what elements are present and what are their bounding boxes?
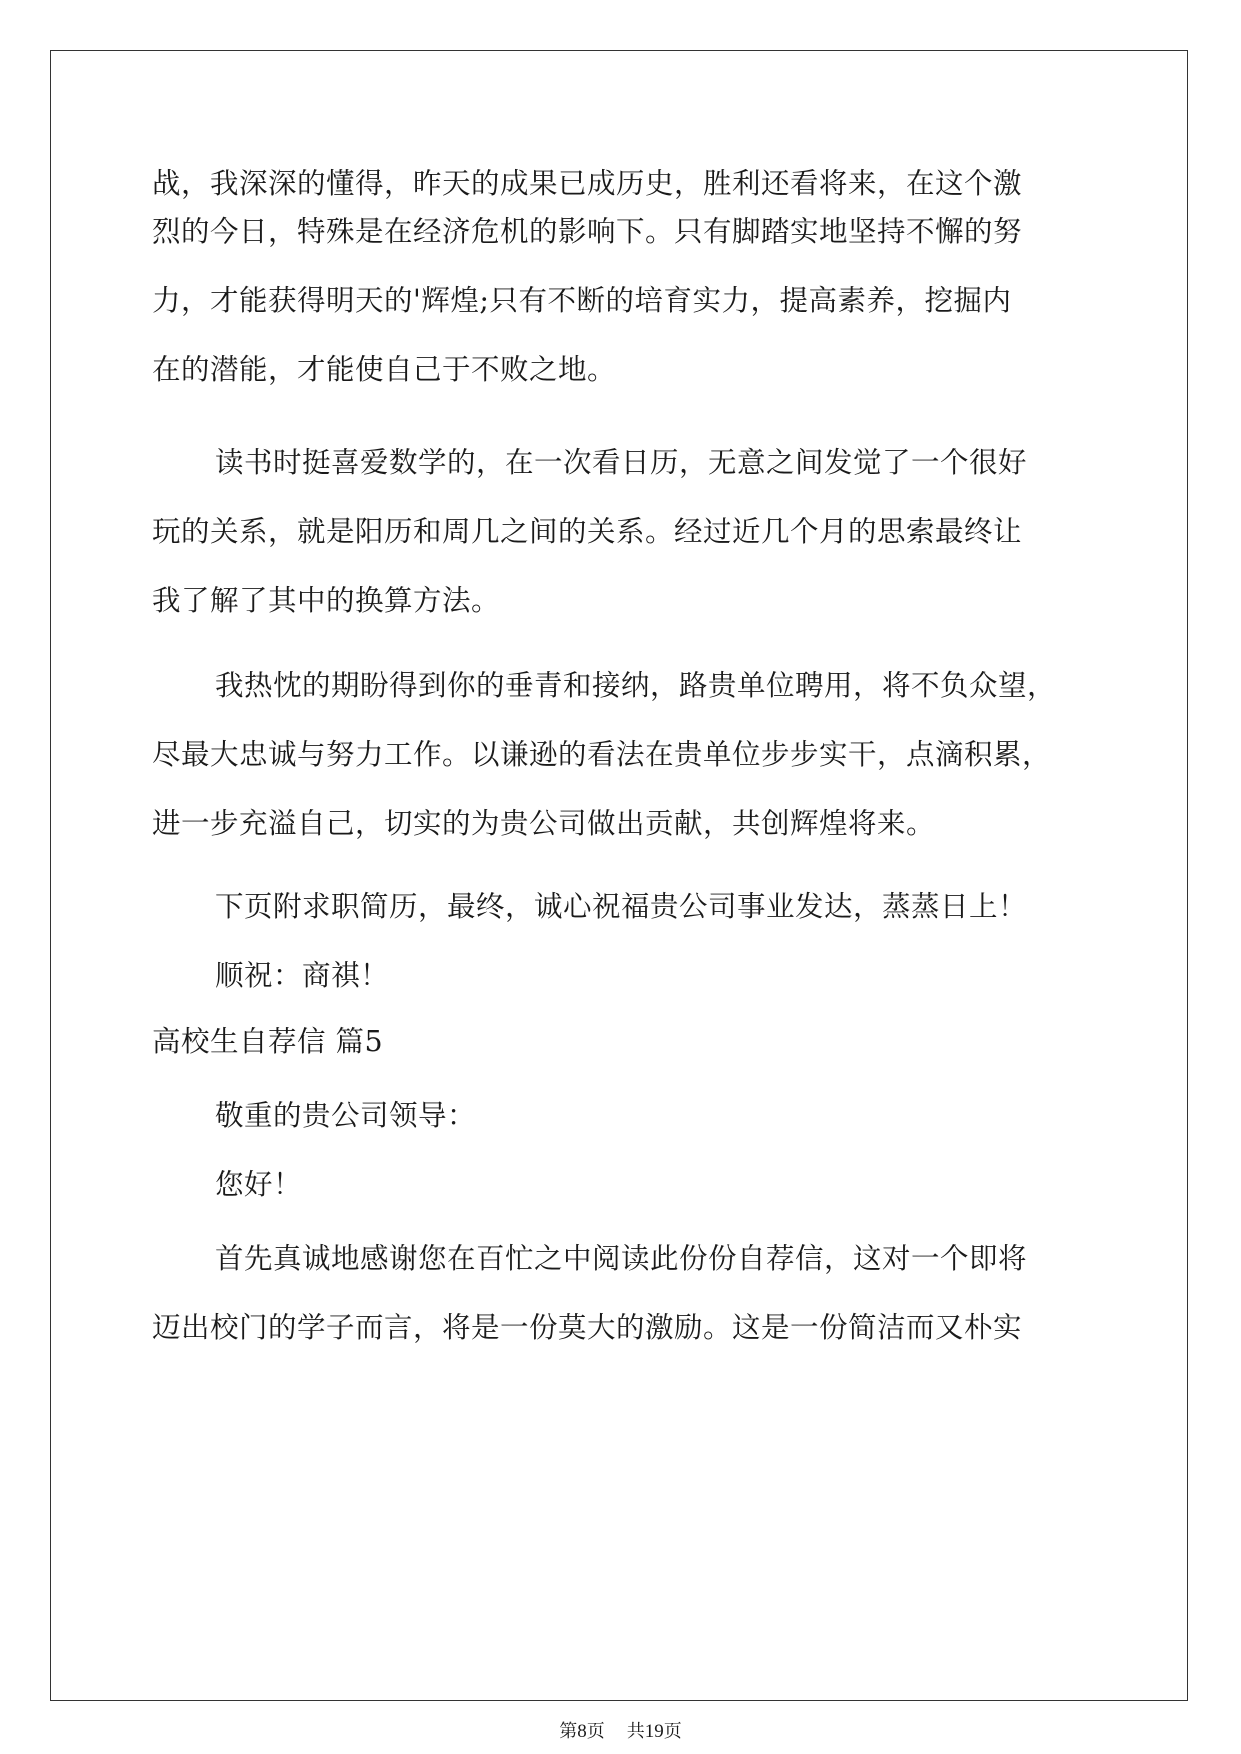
page-footer (0, 1720, 1241, 1744)
text-line: 力，才能获得明天的'辉煌;只有不断的培育实力，提高素养，挖掘内 (152, 284, 1012, 317)
text-line: 玩的关系，就是阳历和周几之间的关系。经过近几个月的思索最终让 (152, 515, 1023, 548)
text-line: 首先真诚地感谢您在百忙之中阅读此份份自荐信，这对一个即将 (215, 1242, 1028, 1275)
text-line: 下页附求职简历，最终，诚心祝福贵公司事业发达，蒸蒸日上！ (215, 890, 1028, 923)
text-line: 战，我深深的懂得，昨天的成果已成历史，胜利还看将来，在这个激 (152, 167, 1023, 200)
text-line: 进一步充溢自己，切实的为贵公司做出贡献，共创辉煌将来。 (152, 807, 936, 840)
footer-total-suffix: 页 (663, 1721, 682, 1742)
text-line: 我热忱的期盼得到你的垂青和接纳，路贵单位聘用，将不负众望， (215, 669, 1057, 702)
footer-page-suffix: 页 (586, 1721, 605, 1742)
text-line: 顺祝：商祺！ (215, 959, 390, 992)
footer-page-prefix: 第 (559, 1721, 578, 1742)
footer-total-pages: 19 (644, 1721, 664, 1742)
text-line: 在的潜能，才能使自己于不败之地。 (152, 353, 617, 386)
footer-total-prefix: 共 (626, 1721, 645, 1742)
text-line: 尽最大忠诚与努力工作。以谦逊的看法在贵单位步步实干，点滴积累， (152, 738, 1052, 771)
text-line: 我了解了其中的换算方法。 (152, 584, 501, 617)
section-heading: 高校生自荐信 篇5 (152, 1025, 384, 1058)
text-line: 读书时挺喜爱数学的，在一次看日历，无意之间发觉了一个很好 (215, 446, 1028, 479)
salutation: 敬重的贵公司领导： (215, 1099, 477, 1132)
text-line: 烈的今日，特殊是在经济危机的影响下。只有脚踏实地坚持不懈的努 (152, 215, 1023, 248)
footer-page-number: 8 (577, 1721, 587, 1742)
text-line: 迈出校门的学子而言，将是一份莫大的激励。这是一份简洁而又朴实 (152, 1311, 1023, 1344)
greeting: 您好！ (215, 1168, 303, 1201)
